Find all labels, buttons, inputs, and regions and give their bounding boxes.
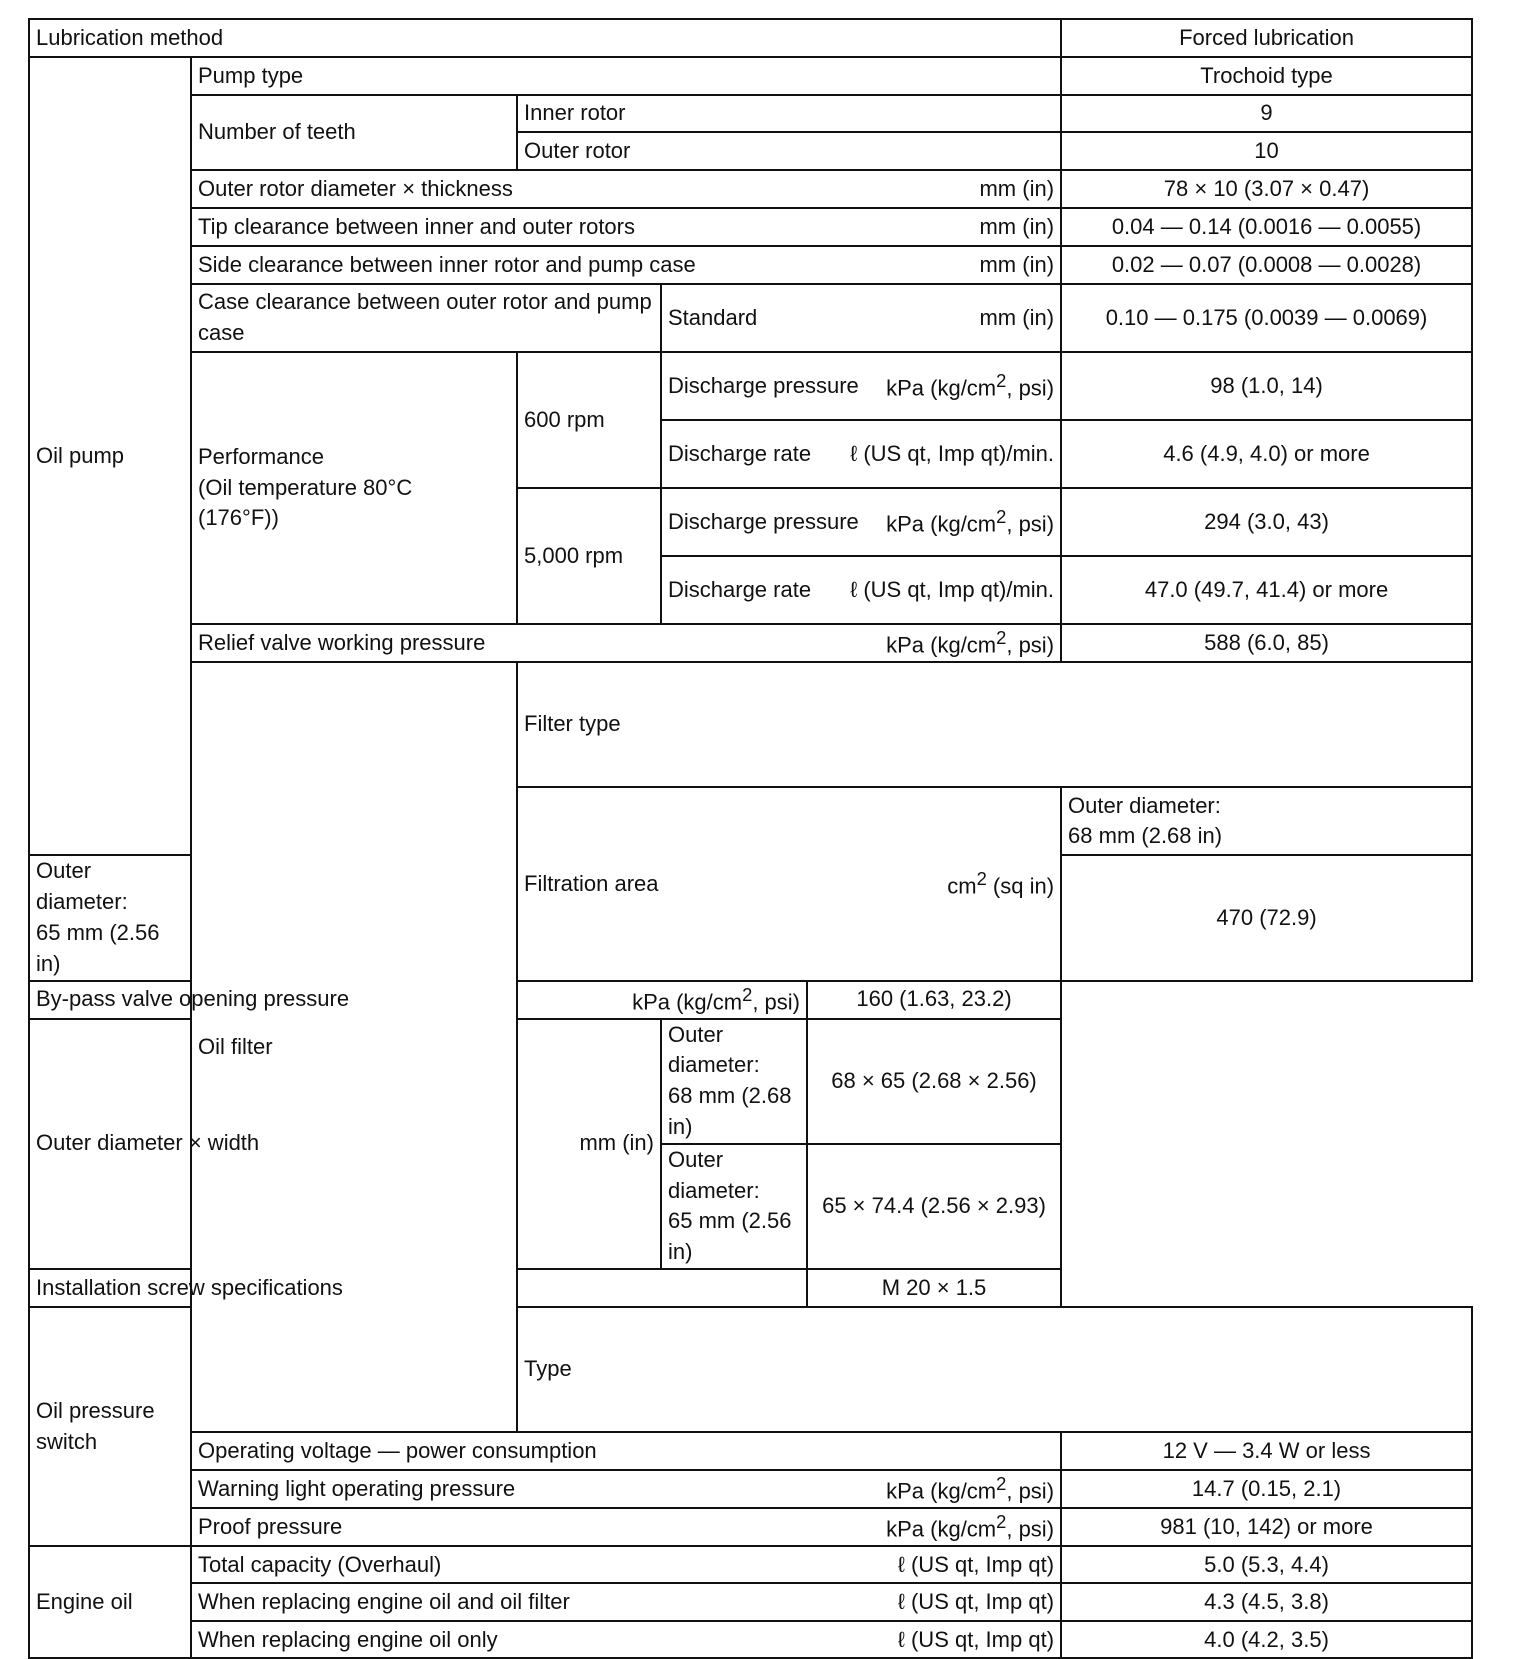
table-row bbox=[29, 1269, 1472, 1307]
rpm-5000-label: 5,000 rpm bbox=[517, 488, 661, 624]
warning-light-unit: kPa ($kg/cm^2$, psi) bbox=[886, 1473, 1055, 1504]
pump-type-value: Trochoid type bbox=[1061, 57, 1472, 95]
tip-clearance-label: Tip clearance between inner and outer rotors bbox=[198, 213, 635, 239]
relief-valve-cell bbox=[191, 624, 1061, 662]
proof-pressure-label: Proof pressure bbox=[198, 1513, 343, 1539]
table-row bbox=[29, 57, 1472, 95]
filter-type-label: Filter type bbox=[517, 662, 1472, 787]
liter-symbol-icon: ℓ bbox=[850, 576, 858, 602]
replace-oil-filter-cell bbox=[191, 1583, 1061, 1621]
table-row bbox=[29, 19, 1472, 57]
performance-label bbox=[191, 352, 517, 624]
bypass-valve-label: By-pass valve opening pressure bbox=[36, 986, 350, 1012]
proof-pressure-unit: kPa ($kg/cm^2$, psi) bbox=[886, 1511, 1055, 1542]
discharge-rate-label: Discharge rate bbox=[668, 440, 812, 466]
table-row bbox=[29, 1546, 1472, 1583]
case-clearance-standard-label: Standard bbox=[668, 304, 758, 330]
rpm-600-label: 600 rpm bbox=[517, 352, 661, 488]
proof-pressure-cell bbox=[191, 1508, 1061, 1546]
number-of-teeth-label: Number of teeth bbox=[191, 95, 517, 170]
filtration-area-cell bbox=[517, 787, 1061, 980]
table-row bbox=[29, 1621, 1472, 1658]
discharge-pressure-label: Discharge pressure bbox=[668, 508, 859, 534]
warning-light-cell bbox=[191, 1470, 1061, 1508]
outer-diameter-width-value-65: 65 × 74.4 (2.56 × 2.93) bbox=[807, 1144, 1061, 1269]
table-row bbox=[29, 246, 1472, 284]
discharge-pressure-unit: kPa ($kg/cm^2$, psi) bbox=[886, 369, 1055, 401]
replace-oil-filter-label: When replacing engine oil and oil filter bbox=[198, 1589, 570, 1615]
outer-rotor-diameter-value: 78 × 10 (3.07 × 0.47) bbox=[1061, 170, 1472, 208]
case-clearance-label: Case clearance between outer rotor and pump case bbox=[191, 284, 661, 352]
table-row bbox=[29, 1432, 1472, 1470]
oil-pressure-switch-section-label: Oil pressure switch bbox=[29, 1307, 191, 1546]
lubrication-method-value: Forced lubrication bbox=[1061, 19, 1472, 57]
installation-screw-value: M 20 × 1.5 bbox=[807, 1269, 1061, 1307]
total-capacity-unit: ℓ (US qt, Imp qt) bbox=[897, 1551, 1055, 1577]
table-row bbox=[29, 1470, 1472, 1508]
outer-diameter-width-cell bbox=[29, 1019, 661, 1269]
table-row bbox=[29, 208, 1472, 246]
outer-rotor-diameter-cell bbox=[191, 170, 1061, 208]
operating-voltage-value: 12 V — 3.4 W or less bbox=[1061, 1432, 1472, 1470]
relief-valve-unit: kPa ($kg/cm^2$, psi) bbox=[886, 627, 1055, 658]
warning-light-value: 14.7 (0.15, 2.1) bbox=[1061, 1470, 1472, 1508]
switch-type-label: Type bbox=[517, 1307, 1472, 1432]
table-row bbox=[29, 95, 1472, 132]
pump-type-label: Pump type bbox=[191, 57, 1061, 95]
replace-oil-only-unit: ℓ (US qt, Imp qt) bbox=[897, 1626, 1055, 1652]
lubrication-spec-table bbox=[28, 18, 1473, 1659]
oil-pump-section-label: Oil pump bbox=[29, 57, 191, 855]
filtration-area-label: Filtration area bbox=[524, 870, 659, 896]
side-clearance-unit: mm (in) bbox=[979, 251, 1055, 277]
outer-rotor-diameter-unit: mm (in) bbox=[979, 175, 1055, 201]
case-clearance-standard-cell bbox=[661, 284, 1061, 352]
discharge-pressure-unit: kPa ($kg/cm^2$, psi) bbox=[886, 505, 1055, 537]
outer-rotor-label: Outer rotor bbox=[517, 132, 1061, 170]
liter-symbol-icon: ℓ bbox=[897, 1589, 905, 1615]
rpm-600-discharge-rate-value: 4.6 (4.9, 4.0) or more bbox=[1061, 420, 1472, 488]
outer-diameter-width-unit: mm (in) bbox=[579, 1130, 654, 1156]
outer-diameter-width-sub-65: Outer diameter: 65 mm (2.56 in) bbox=[661, 1144, 807, 1269]
performance-label-line1: Performance bbox=[198, 443, 324, 469]
filtration-area-unit: $cm^2$ (sq in) bbox=[947, 867, 1055, 899]
rpm-5000-discharge-pressure-value: 294 (3.0, 43) bbox=[1061, 488, 1472, 556]
side-clearance-value: 0.02 — 0.07 (0.0008 — 0.0028) bbox=[1061, 246, 1472, 284]
case-clearance-value: 0.10 — 0.175 (0.0039 — 0.0069) bbox=[1061, 284, 1472, 352]
table-row bbox=[29, 284, 1472, 352]
filtration-area-sub-68: Outer diameter: 68 mm (2.68 in) bbox=[1061, 787, 1472, 855]
total-capacity-cell bbox=[191, 1546, 1061, 1583]
operating-voltage-label: Operating voltage — power consumption bbox=[191, 1432, 1061, 1470]
outer-diameter-width-value-68: 68 × 65 (2.68 × 2.56) bbox=[807, 1019, 1061, 1144]
outer-rotor-diameter-label: Outer rotor diameter × thickness bbox=[198, 175, 513, 201]
outer-rotor-value: 10 bbox=[1061, 132, 1472, 170]
replace-oil-only-label: When replacing engine oil only bbox=[198, 1626, 498, 1652]
total-capacity-label: Total capacity (Overhaul) bbox=[198, 1551, 442, 1577]
replace-oil-filter-value: 4.3 (4.5, 3.8) bbox=[1061, 1583, 1472, 1621]
rpm-5000-discharge-pressure-cell bbox=[661, 488, 1061, 556]
filtration-area-sub-65: Outer diameter: 65 mm (2.56 in) bbox=[29, 855, 191, 980]
table-row bbox=[29, 662, 1472, 787]
tip-clearance-unit: mm (in) bbox=[979, 213, 1055, 239]
liter-symbol-icon: ℓ bbox=[897, 1551, 905, 1577]
warning-light-label: Warning light operating pressure bbox=[198, 1475, 516, 1501]
discharge-rate-label: Discharge rate bbox=[668, 576, 812, 602]
liter-symbol-icon: ℓ bbox=[850, 440, 858, 466]
replace-oil-filter-unit: ℓ (US qt, Imp qt) bbox=[897, 1589, 1055, 1615]
rpm-600-discharge-pressure-cell bbox=[661, 352, 1061, 420]
table-row bbox=[29, 170, 1472, 208]
filtration-area-value-65: 470 (72.9) bbox=[1061, 855, 1472, 980]
side-clearance-cell bbox=[191, 246, 1061, 284]
table-row bbox=[29, 1508, 1472, 1546]
liter-symbol-icon: ℓ bbox=[897, 1626, 905, 1652]
bypass-valve-unit: kPa ($kg/cm^2$, psi) bbox=[632, 983, 800, 1014]
table-row bbox=[29, 1583, 1472, 1621]
lubrication-method-label: Lubrication method bbox=[29, 19, 1061, 57]
case-clearance-unit: mm (in) bbox=[979, 304, 1055, 330]
rpm-5000-discharge-rate-cell bbox=[661, 556, 1061, 624]
discharge-rate-unit: ℓ (US qt, Imp qt)/min. bbox=[850, 440, 1055, 466]
proof-pressure-value: 981 (10, 142) or more bbox=[1061, 1508, 1472, 1546]
rpm-5000-discharge-rate-value: 47.0 (49.7, 41.4) or more bbox=[1061, 556, 1472, 624]
engine-oil-section-label: Engine oil bbox=[29, 1546, 191, 1658]
oil-filter-section-label: Oil filter bbox=[191, 662, 517, 1432]
performance-label-line2: (Oil temperature 80°C bbox=[198, 474, 413, 500]
inner-rotor-value: 9 bbox=[1061, 95, 1472, 132]
tip-clearance-cell bbox=[191, 208, 1061, 246]
rpm-600-discharge-pressure-value: 98 (1.0, 14) bbox=[1061, 352, 1472, 420]
replace-oil-only-cell bbox=[191, 1621, 1061, 1658]
relief-valve-value: 588 (6.0, 85) bbox=[1061, 624, 1472, 662]
rpm-600-discharge-rate-cell bbox=[661, 420, 1061, 488]
total-capacity-value: 5.0 (5.3, 4.4) bbox=[1061, 1546, 1472, 1583]
bypass-valve-value: 160 (1.63, 23.2) bbox=[807, 981, 1061, 1019]
table-row bbox=[29, 981, 1472, 1019]
outer-diameter-width-sub-68: Outer diameter: 68 mm (2.68 in) bbox=[661, 1019, 807, 1144]
relief-valve-label: Relief valve working pressure bbox=[198, 629, 486, 655]
inner-rotor-label: Inner rotor bbox=[517, 95, 1061, 132]
tip-clearance-value: 0.04 — 0.14 (0.0016 — 0.0055) bbox=[1061, 208, 1472, 246]
discharge-rate-unit: ℓ (US qt, Imp qt)/min. bbox=[850, 576, 1055, 602]
performance-label-line3: (176°F)) bbox=[198, 505, 279, 531]
side-clearance-label: Side clearance between inner rotor and pump case bbox=[198, 251, 696, 277]
installation-screw-label: Installation screw specifications bbox=[29, 1269, 807, 1307]
table-row bbox=[29, 352, 1472, 420]
bypass-valve-cell bbox=[29, 981, 807, 1019]
outer-diameter-width-label: Outer diameter × width bbox=[36, 1130, 260, 1156]
table-row bbox=[29, 624, 1472, 662]
discharge-pressure-label: Discharge pressure bbox=[668, 372, 859, 398]
replace-oil-only-value: 4.0 (4.2, 3.5) bbox=[1061, 1621, 1472, 1658]
